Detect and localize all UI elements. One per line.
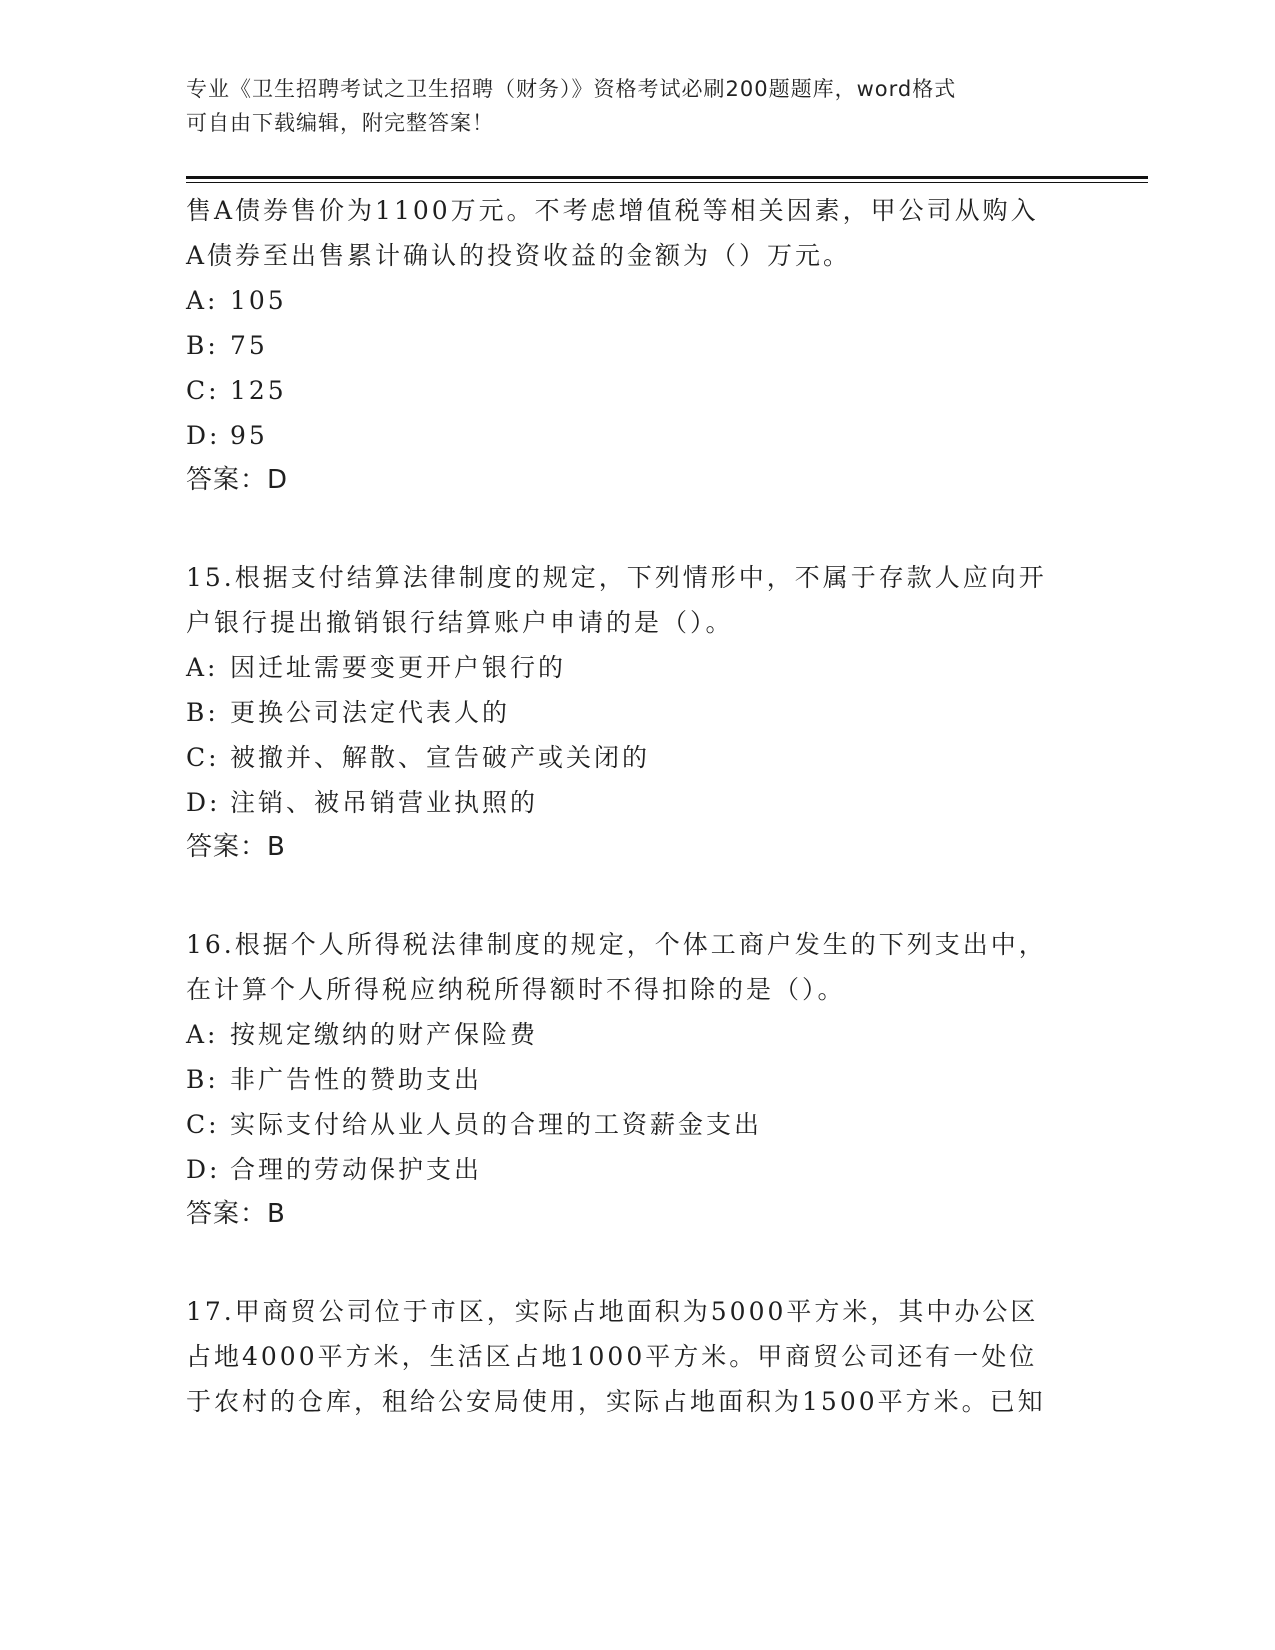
option-c — [186, 735, 1086, 780]
option-key: C: — [186, 743, 220, 772]
option-a — [186, 278, 1086, 323]
option-d — [186, 1147, 1086, 1192]
question-17 — [186, 1289, 1086, 1424]
document-body — [186, 188, 1086, 1424]
option-text: 75 — [230, 331, 268, 360]
option-key: D: — [186, 421, 221, 450]
option-key: B: — [186, 331, 219, 360]
option-key: A: — [186, 286, 219, 315]
question-spacer — [186, 870, 1086, 922]
question-15 — [186, 555, 1086, 870]
question-stem-line: 17.甲商贸公司位于市区，实际占地面积为5000平方米，其中办公区 — [186, 1297, 1039, 1326]
option-text: 注销、被吊销营业执照的 — [230, 788, 539, 817]
answer-line: 答案：B — [186, 1199, 286, 1229]
question-16 — [186, 922, 1086, 1237]
option-c — [186, 1102, 1086, 1147]
option-text: 105 — [230, 286, 287, 315]
option-text: 合理的劳动保护支出 — [230, 1155, 483, 1184]
option-key: D: — [186, 1155, 221, 1184]
option-text: 更换公司法定代表人的 — [230, 698, 511, 727]
question-stem-line: 售A债券售价为1100万元。不考虑增值税等相关因素，甲公司从购入 — [186, 196, 1039, 225]
header-title-line-2: 可自由下载编辑，附完整答案！ — [186, 111, 494, 135]
option-a — [186, 1012, 1086, 1057]
option-key: A: — [186, 1020, 219, 1049]
option-c — [186, 368, 1086, 413]
question-stem-line: 户银行提出撤销银行结算账户申请的是（）。 — [186, 608, 734, 637]
option-text: 被撤并、解散、宣告破产或关闭的 — [230, 743, 651, 772]
option-text: 125 — [230, 376, 287, 405]
option-key: C: — [186, 1110, 220, 1139]
question-stem-line: 于农村的仓库，租给公安局使用，实际占地面积为1500平方米。已知 — [186, 1387, 1046, 1416]
option-text: 95 — [230, 421, 268, 450]
option-text: 非广告性的赞助支出 — [230, 1065, 483, 1094]
option-d — [186, 780, 1086, 825]
option-key: D: — [186, 788, 221, 817]
question-stem-line: 在计算个人所得税应纳税所得额时不得扣除的是（）。 — [186, 975, 846, 1004]
option-b — [186, 1057, 1086, 1102]
answer-line: 答案：B — [186, 832, 286, 862]
option-key: B: — [186, 1065, 219, 1094]
question-spacer — [186, 503, 1086, 555]
option-d — [186, 413, 1086, 458]
question-stem-line: 15.根据支付结算法律制度的规定，下列情形中，不属于存款人应向开 — [186, 563, 1047, 592]
question-stem-line: 占地4000平方米，生活区占地1000平方米。甲商贸公司还有一处位 — [186, 1342, 1038, 1371]
option-a — [186, 645, 1086, 690]
header-divider-thick — [186, 176, 1148, 179]
option-b — [186, 323, 1086, 368]
option-text: 因迁址需要变更开户银行的 — [230, 653, 567, 682]
question-stem-line: A债券至出售累计确认的投资收益的金额为（）万元。 — [186, 241, 852, 270]
option-key: A: — [186, 653, 219, 682]
page-header — [186, 72, 1066, 140]
question-fragment — [186, 188, 1086, 503]
option-b — [186, 690, 1086, 735]
answer-line: 答案：D — [186, 465, 289, 495]
option-text: 按规定缴纳的财产保险费 — [230, 1020, 539, 1049]
header-title-line-1: 专业《卫生招聘考试之卫生招聘（财务）》资格考试必刷200题题库，word格式 — [186, 77, 957, 101]
header-divider-thin — [186, 182, 1148, 183]
question-stem-line: 16.根据个人所得税法律制度的规定，个体工商户发生的下列支出中， — [186, 930, 1047, 959]
question-spacer — [186, 1237, 1086, 1289]
option-key: B: — [186, 698, 219, 727]
option-text: 实际支付给从业人员的合理的工资薪金支出 — [230, 1110, 763, 1139]
option-key: C: — [186, 376, 220, 405]
